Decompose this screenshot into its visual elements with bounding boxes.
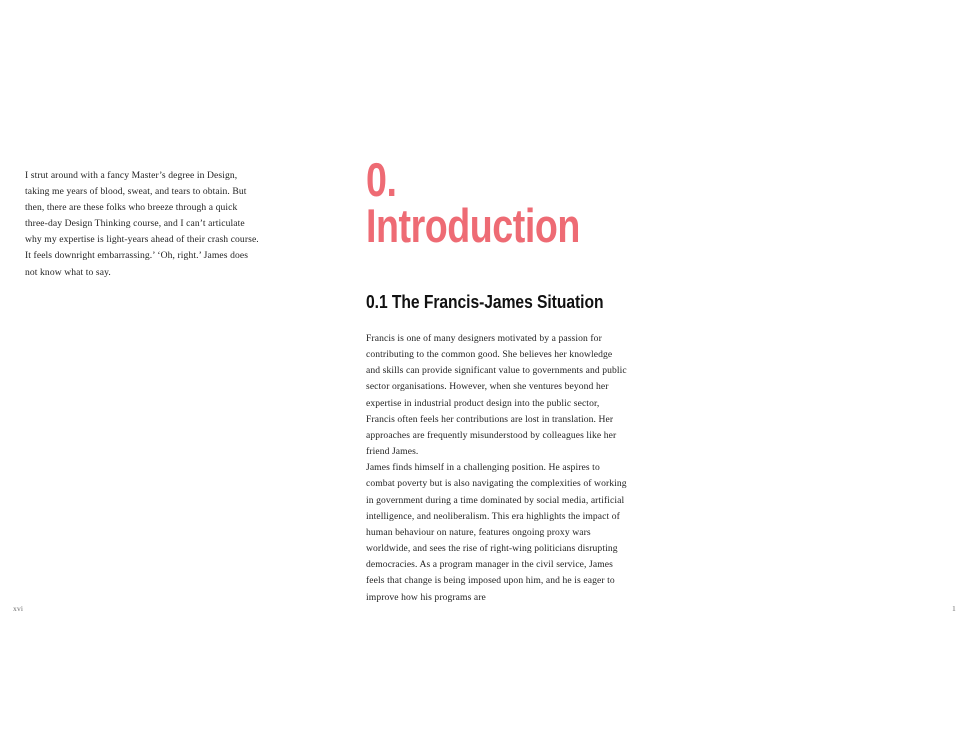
- chapter-title: [366, 153, 582, 252]
- left-page-body-text: [25, 168, 261, 281]
- body-paragraph-2: James finds himself in a challenging position. He aspires to combat poverty but is also navigating the complexities of working in government during a time dominated by social media, artificial intelligence, and neoliberalism. This era highlights the impact of human behaviour on nature, features ongoing proxy wars worldwide, and sees the rise of right-wing politicians disrupting democracies. As a program manager in the civil service, James feels that change is being imposed upon him, and he is eager to improve how his programs are: [366, 462, 627, 603]
- body-paragraph-1: Francis is one of many designers motivated by a passion for contributing to the common good. She believes her knowledge and skills can provide significant value to governments and public sector organisations. However, when she ventures beyond her expertise in industrial product design into the public sector, Francis often feels her contributions are lost in translation. Her approaches are frequently misunderstood by colleagues like her friend James.: [366, 333, 627, 458]
- folio-left: xvi: [13, 604, 24, 613]
- left-paragraph: I strut around with a fancy Master’s degree in Design, taking me years of blood, sweat, and tears to obtain. But then, there are these folks who breeze through a quick three-day Design Thinking course, and I can’t articulate why my expertise is light-years ahead of their crash course. It feels downright embarrassing.’ ‘Oh, right.’ James does not know what to say.: [25, 170, 259, 278]
- left-page: [0, 0, 325, 750]
- chapter-number: 0.: [366, 153, 397, 206]
- right-page-body-text: [366, 331, 628, 606]
- section-heading: 0.1 The Francis-James Situation: [366, 291, 604, 312]
- chapter-name: Introduction: [366, 199, 580, 252]
- right-page: [325, 0, 956, 750]
- folio-right: 1: [952, 604, 956, 613]
